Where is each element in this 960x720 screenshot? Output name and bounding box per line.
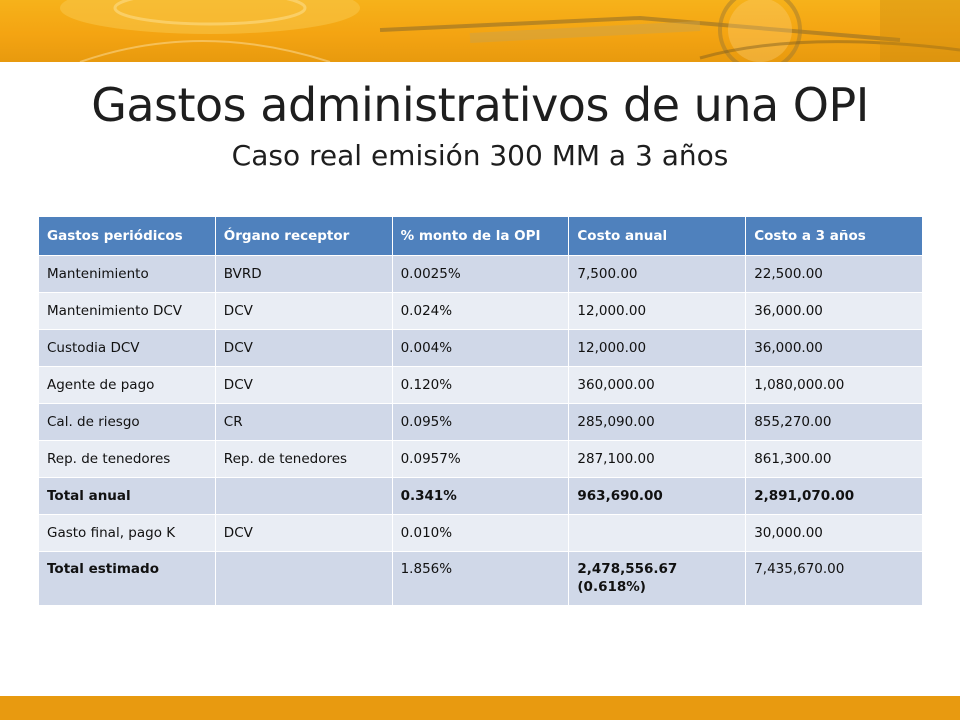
total-estimado-anual-value: 2,478,556.67: [577, 561, 678, 577]
table-cell: 1.856%: [392, 552, 569, 606]
table-cell: Custodia DCV: [39, 330, 216, 367]
table-cell: 12,000.00: [569, 293, 746, 330]
table-cell: 0.024%: [392, 293, 569, 330]
table-cell: 0.0025%: [392, 256, 569, 293]
table-cell: 2,891,070.00: [746, 478, 923, 515]
table-cell: 0.004%: [392, 330, 569, 367]
title-area: [0, 76, 960, 174]
table-header-row: [39, 217, 923, 256]
table-row: [39, 441, 923, 478]
table-cell: 0.341%: [392, 478, 569, 515]
header-gastos-periodicos: Gastos periódicos: [39, 217, 216, 256]
table-cell: 12,000.00: [569, 330, 746, 367]
table-cell: 1,080,000.00: [746, 367, 923, 404]
table-cell: Total anual: [39, 478, 216, 515]
table-cell: Total estimado: [39, 552, 216, 606]
table-row: [39, 404, 923, 441]
table-cell: 861,300.00: [746, 441, 923, 478]
table-cell: 360,000.00: [569, 367, 746, 404]
table-cell: 285,090.00: [569, 404, 746, 441]
table-cell: Mantenimiento: [39, 256, 216, 293]
table-cell: Agente de pago: [39, 367, 216, 404]
table-row: [39, 367, 923, 404]
table-cell: BVRD: [215, 256, 392, 293]
table-cell: 22,500.00: [746, 256, 923, 293]
table-cell: 287,100.00: [569, 441, 746, 478]
expenses-table: [38, 216, 923, 606]
table-cell: Rep. de tenedores: [39, 441, 216, 478]
table-cell: 7,435,670.00: [746, 552, 923, 606]
footer-bar: [0, 696, 960, 720]
header-costo-3-anos: Costo a 3 años: [746, 217, 923, 256]
table-cell: [569, 515, 746, 552]
table-cell: 36,000.00: [746, 293, 923, 330]
table-cell: 36,000.00: [746, 330, 923, 367]
table-cell: [215, 478, 392, 515]
page-subtitle: Caso real emisión 300 MM a 3 años: [231, 139, 729, 172]
table-cell: 855,270.00: [746, 404, 923, 441]
table-cell: DCV: [215, 515, 392, 552]
table-cell: Rep. de tenedores: [215, 441, 392, 478]
header-banner: [0, 0, 960, 62]
table-cell: Cal. de riesgo: [39, 404, 216, 441]
table-row: [39, 330, 923, 367]
header-organo-receptor: Órgano receptor: [215, 217, 392, 256]
table-cell: 7,500.00: [569, 256, 746, 293]
banner-decoration-icon: [0, 0, 960, 62]
table-cell: 0.0957%: [392, 441, 569, 478]
table-cell: [215, 552, 392, 606]
table-cell-total-estimado-anual: [569, 552, 746, 606]
table-row-total-anual: [39, 478, 923, 515]
table-cell: DCV: [215, 367, 392, 404]
header-costo-anual: Costo anual: [569, 217, 746, 256]
table-cell: 0.010%: [392, 515, 569, 552]
table-row: [39, 293, 923, 330]
table-cell: 963,690.00: [569, 478, 746, 515]
page-title: Gastos administrativos de una OPI: [91, 78, 869, 132]
table-cell: DCV: [215, 293, 392, 330]
table-cell: Mantenimiento DCV: [39, 293, 216, 330]
table-row: [39, 515, 923, 552]
total-estimado-anual-note: (0.618%): [577, 579, 646, 595]
table-cell: 0.095%: [392, 404, 569, 441]
table-cell: Gasto final, pago K: [39, 515, 216, 552]
table-cell: 30,000.00: [746, 515, 923, 552]
table-cell: 0.120%: [392, 367, 569, 404]
table-cell: DCV: [215, 330, 392, 367]
table-cell: CR: [215, 404, 392, 441]
table-row: [39, 256, 923, 293]
table-row-total-estimado: [39, 552, 923, 606]
header-porcentaje-monto: % monto de la OPI: [392, 217, 569, 256]
